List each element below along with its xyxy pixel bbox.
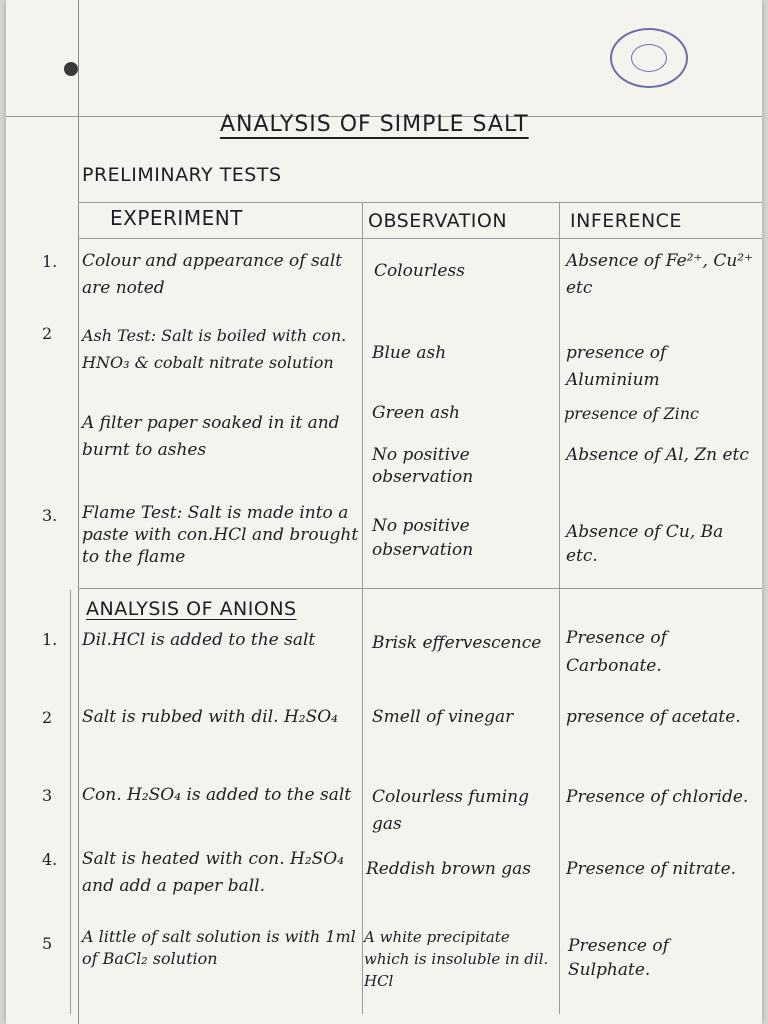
column-divider-1 (362, 202, 363, 1014)
inference-cell: Presence of Sulphate. (568, 936, 669, 980)
row-number: 2 (42, 324, 53, 343)
experiment-cell: A filter paper soaked in it and burnt to ashes (82, 413, 340, 460)
page-title: ANALYSIS OF SIMPLE SALT (220, 112, 529, 137)
header-observation: OBSERVATION (368, 210, 508, 232)
row-number: 3. (42, 506, 58, 525)
observation-cell: Green ash (372, 403, 460, 423)
observation-cell: Reddish brown gas (366, 859, 532, 879)
observation-cell: No positive observation (372, 445, 474, 487)
experiment-cell: Salt is heated with con. H₂SO₄ and add a paper ball. (82, 849, 345, 896)
experiment-cell: A little of salt solution is with 1ml of BaCl₂ solution (82, 927, 356, 968)
punch-hole (64, 62, 78, 76)
inference-cell: Presence of Carbonate. (566, 628, 667, 676)
observation-cell: Colourless (374, 261, 465, 281)
inference-cell: Presence of chloride. (566, 787, 749, 807)
inference-cell: presence of acetate. (566, 707, 741, 727)
observation-cell: Colourless fuming gas (372, 787, 529, 834)
row-number: 2 (42, 708, 53, 727)
row-number: 1. (42, 252, 58, 271)
header-experiment: EXPERIMENT (110, 206, 243, 230)
experiment-cell: Ash Test: Salt is boiled with con. HNO₃ & cobalt nitrate solution (82, 326, 347, 372)
inference-cell: presence of Aluminium (566, 343, 667, 390)
inference-cell: presence of Zinc (564, 404, 699, 423)
row-number: 4. (42, 850, 58, 869)
preliminary-tests-heading: PRELIMINARY TESTS (82, 164, 282, 186)
section-divider (78, 588, 762, 589)
inference-cell: Absence of Cu, Ba etc. (566, 522, 724, 566)
inference-cell: Absence of Al, Zn etc (566, 445, 749, 465)
header-inference: INFERENCE (570, 210, 682, 232)
table-top-border (78, 202, 762, 203)
experiment-cell: Colour and appearance of salt are noted (82, 251, 343, 298)
anion-left-border (70, 590, 71, 1014)
observation-cell: Brisk effervescence (372, 633, 542, 653)
header-bottom-border (78, 238, 762, 239)
inference-cell: Absence of Fe²⁺, Cu²⁺ etc (566, 251, 754, 298)
experiment-cell: Salt is rubbed with dil. H₂SO₄ (82, 707, 338, 727)
experiment-cell: Flame Test: Salt is made into a paste with con.HCl and brought to the flame (82, 503, 359, 567)
observation-cell: A white precipitate which is insoluble in dil. HCl (364, 928, 549, 990)
row-number: 5 (42, 934, 53, 953)
inference-cell: Presence of nitrate. (566, 859, 737, 879)
observation-cell: Smell of vinegar (372, 707, 514, 727)
margin-line (78, 0, 79, 1024)
experiment-cell: Con. H₂SO₄ is added to the salt (82, 785, 352, 805)
notebook-page (6, 0, 762, 1024)
observation-cell: No positive observation (372, 516, 474, 560)
row-number: 3 (42, 786, 53, 805)
observation-cell: Blue ash (372, 343, 447, 363)
row-number: 1. (42, 630, 58, 649)
experiment-cell: Dil.HCl is added to the salt (82, 630, 316, 650)
institution-seal-stamp (610, 28, 688, 88)
anions-heading: ANALYSIS OF ANIONS (86, 598, 297, 620)
column-divider-2 (559, 202, 560, 1014)
